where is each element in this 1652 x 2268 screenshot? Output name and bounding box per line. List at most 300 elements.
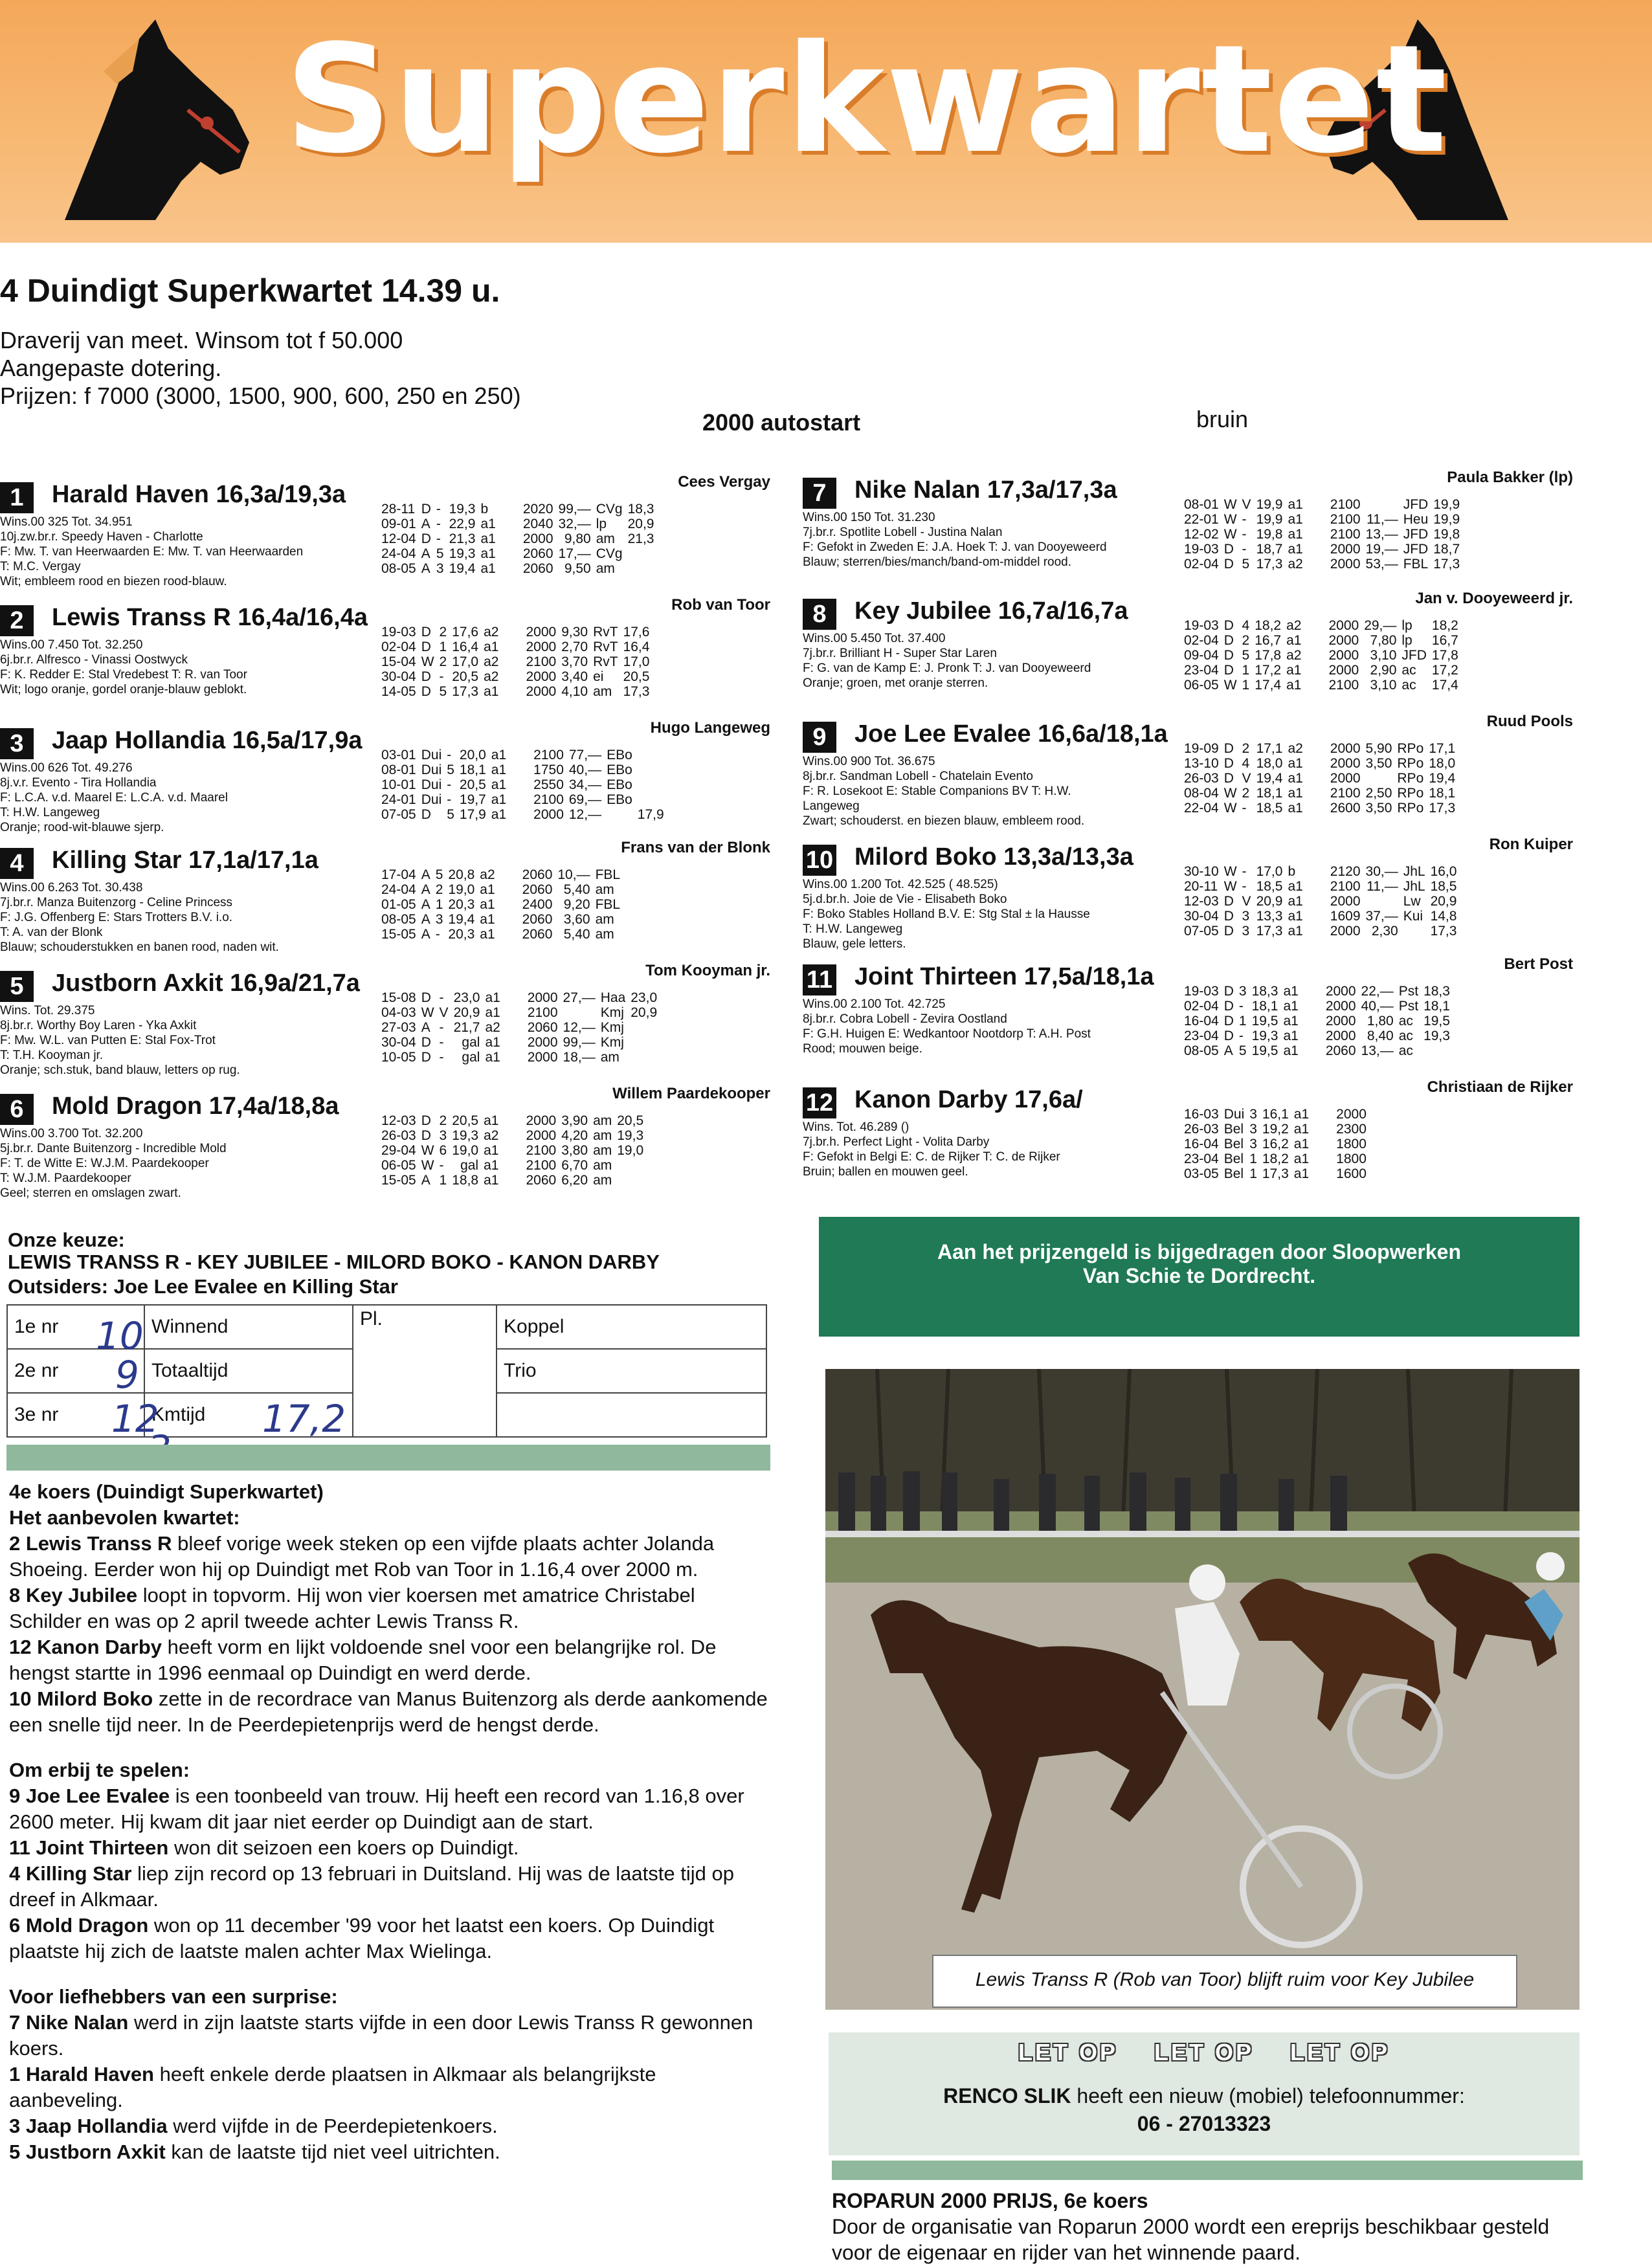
result-cell: 03-05 [1184,1166,1219,1181]
result-cell: - [436,502,441,517]
result-row [1181,557,1462,572]
result-cell: 2000 [1325,984,1356,999]
result-cell: 9,80 [564,531,591,546]
result-cell: 2000 [1328,633,1359,648]
result-cell: A [421,1173,430,1188]
result-cell: 24-01 [381,792,416,807]
result-cell: 2120 [1330,864,1361,879]
result-row [1181,497,1462,512]
result-cell: 3,10 [1370,648,1397,663]
horse-results [379,1113,646,1188]
result-cell: 2000 [1325,999,1356,1014]
result-cell: A [421,867,430,882]
roparun-notice [832,2188,1583,2265]
bet-label-3: 3e nr [7,1393,144,1437]
result-cell: am [593,1158,612,1173]
result-cell: 2000 [1325,1014,1356,1028]
result-cell: FBL [595,897,621,912]
result-cell: W [1223,527,1237,542]
article-sub-erbij: Om erbij te spelen: [9,1759,190,1781]
result-cell: 3 [1249,1122,1257,1137]
result-cell [1379,1151,1385,1166]
horse-detail-line: F: G. van de Kamp E: J. Pronk T: J. van Dooyeweerd [803,662,1091,675]
result-cell: 2 [439,654,447,669]
result-cell: 20,9 [453,1005,480,1020]
horse-detail-line: Wit; embleem rood en biezen rood-blauw. [0,575,227,588]
result-cell: 17,2 [1255,663,1282,678]
result-cell: am [596,561,615,576]
article-text: heeft vorm en lijkt voldoende snel voor een belangrijke rol. De hengst startte in 1996 eenmaal op Duindigt en werd derde. [9,1636,717,1684]
result-cell: CVg [596,502,623,517]
horse-entry [803,713,1573,835]
result-row [379,867,628,882]
result-row [1181,618,1461,633]
divider-bar [6,1445,770,1471]
result-row [379,807,667,822]
result-cell: 19,5 [1423,1014,1450,1028]
result-cell: 77,— [568,748,602,762]
result-cell [623,882,628,897]
result-cell: 19,3 [1423,1028,1450,1043]
result-cell: 2060 [522,546,553,561]
result-cell: 12,— [568,807,602,822]
horse-name: Milord Boko 13,3a/13,3a [854,843,1133,871]
result-cell: JhL [1403,864,1425,879]
horse-detail-line: 6j.br.r. Alfresco - Vinassi Oostwyck [0,653,188,667]
result-cell: - [439,1050,444,1065]
result-cell: 2 [1242,786,1250,801]
result-cell: 15-05 [381,927,416,942]
result-cell: 6,70 [561,1158,588,1173]
notice-box [829,2032,1579,2155]
result-row [379,1173,646,1188]
result-cell: ac [1401,663,1416,678]
result-cell: a1 [1293,1107,1310,1122]
result-cell: 3 [1249,1137,1257,1151]
result-cell: 19,3 [1251,1028,1278,1043]
result-cell: W [1223,879,1237,894]
result-cell: 2000 [526,625,557,639]
result-cell: am [595,912,614,927]
result-cell: a1 [485,1035,500,1050]
result-cell: 18,1 [1251,999,1278,1014]
result-cell: Lw [1403,894,1421,909]
horse-number: 11 [803,964,836,995]
result-cell: 17,3 [1429,801,1456,816]
result-cell: D [1223,924,1234,939]
result-cell: 1 [1249,1166,1257,1181]
result-cell: 19,7 [459,792,486,807]
result-cell: 2020 [522,502,553,517]
result-cell: RvT [593,625,618,639]
result-cell: a1 [1288,542,1303,557]
horse-detail-line: F: L.C.A. v.d. Maarel E: L.C.A. v.d. Maarel [0,791,228,805]
horse-details [0,761,375,835]
horse-detail-line: F: K. Redder E: Stal Vredebest T: R. van Toor [0,668,247,682]
result-cell: 20,5 [459,777,486,792]
result-cell: 18,3 [1423,984,1450,999]
result-row [379,990,660,1005]
result-cell: - [1242,512,1247,527]
result-cell: 4 [1242,618,1250,633]
result-cell: 09-04 [1184,648,1219,663]
result-cell: 2100 [526,654,557,669]
result-cell: 18,8 [452,1173,479,1188]
result-cell: 16,0 [1430,864,1457,879]
horse-detail-line: Oranje; sch.stuk, band blauw, letters op rug. [0,1063,240,1077]
result-cell: a1 [484,639,499,654]
result-cell: D [421,1050,431,1065]
result-cell: D [421,502,431,517]
result-cell: Haa [600,990,626,1005]
result-cell: 2000 [526,1113,557,1128]
result-row [1181,879,1459,894]
horse-trainer: Paula Bakker (lp) [1447,469,1573,486]
article-horse: 6 Mold Dragon [9,1914,149,1937]
result-cell: a1 [491,748,507,762]
result-cell: 18,2 [1262,1151,1289,1166]
horse-number: 12 [803,1087,836,1118]
result-row [379,502,656,517]
result-cell: 5 [1242,557,1250,572]
horse-number: 3 [0,728,34,759]
result-cell: 02-04 [1184,557,1219,572]
result-cell [623,912,628,927]
result-cell: 2060 [527,1020,558,1035]
result-cell: RPo [1397,756,1424,771]
result-cell [604,807,635,822]
result-cell: 2 [439,625,447,639]
result-cell: 1 [439,639,447,654]
result-cell: a2 [1286,618,1302,633]
result-cell: 19,9 [1433,497,1460,512]
horse-trainer: Hugo Langeweg [650,719,770,737]
horse-detail-line: Wins.00 325 Tot. 34.951 [0,515,133,529]
result-row [379,1113,646,1128]
horse-results [1181,741,1458,816]
article-sub-kwartet: Het aanbevolen kwartet: [9,1506,240,1529]
horse-detail-line: T: H.W. Langeweg [803,922,903,936]
result-cell: 06-05 [1184,678,1219,693]
result-cell: 2,50 [1365,786,1392,801]
result-cell: Dui [421,762,442,777]
result-cell: 20,9 [631,1005,658,1020]
result-cell: 16,7 [1431,633,1458,648]
result-cell: ac [1398,1043,1413,1058]
horse-name: Joint Thirteen 17,5a/18,1a [854,963,1154,990]
horse-detail-line: 8j.br.r. Worthy Boy Laren - Yka Axkit [0,1019,197,1032]
horse-entry [803,469,1573,591]
result-cell: D [1223,663,1234,678]
horse-detail-line: 7j.br.r. Brilliant H - Super Star Laren [803,647,997,660]
result-cell: 3 [436,561,444,576]
article-paragraph [9,1861,770,1913]
result-cell: a1 [1286,678,1302,693]
result-cell: 19-03 [1184,984,1219,999]
notice-line: heeft een nieuw (mobiel) telefoonnummer: [1071,2084,1465,2107]
result-cell: - [447,777,452,792]
result-cell: 3,10 [1370,678,1397,693]
result-cell: 2100 [533,748,564,762]
result-cell: 18,2 [1255,618,1282,633]
result-cell: 17,1 [1429,741,1456,756]
result-cell: - [1242,879,1247,894]
article-text: won dit seizoen een koers op Duindigt. [168,1836,519,1859]
horse-detail-line: Rood; mouwen beige. [803,1042,922,1056]
article-text: liep zijn record op 13 februari in Duitsland. Hij was de laatste tijd op dreef in Alkmaar. [9,1862,734,1911]
result-cell: a1 [1283,1028,1299,1043]
result-cell: 5 [1238,1043,1247,1058]
result-cell: Kmj [600,1005,624,1020]
horse-name: Harald Haven 16,3a/19,3a [52,481,346,508]
result-cell: 20,5 [452,1113,479,1128]
result-cell: 3,40 [561,669,588,684]
horse-detail-line: T: M.C. Vergay [0,560,81,573]
result-cell [1401,924,1428,939]
result-cell: 2100 [526,1158,557,1173]
race-start: 2000 autostart [702,409,861,436]
result-cell [1374,1122,1379,1137]
result-cell: JhL [1403,879,1425,894]
horse-number: 7 [803,478,836,509]
horse-trainer: Willem Paardekooper [612,1085,770,1102]
result-cell: 19,3 [449,546,476,561]
result-cell: 19,— [1365,542,1398,557]
result-cell: 19,4 [448,912,475,927]
result-cell: 3 [1249,1107,1257,1122]
horse-results [379,625,652,699]
article-text: werd vijfde in de Peerdepietenkoers. [167,2115,498,2137]
horse-results [1181,618,1461,693]
horse-head-left-icon [26,13,259,233]
result-row [379,654,652,669]
result-cell [1379,1166,1385,1181]
result-cell: 22,9 [449,517,476,531]
horse-name: Key Jubilee 16,7a/16,7a [854,597,1128,625]
horse-detail-line: T: W.J.M. Paardekooper [0,1172,131,1185]
result-cell [561,1005,598,1020]
result-cell: Dui [1223,1107,1245,1122]
result-cell: Bel [1223,1122,1244,1137]
result-cell: A [1223,1043,1233,1058]
result-cell: 18,3 [627,502,654,517]
handwritten-nr2: 9 [115,1353,139,1397]
horse-details [803,631,1178,691]
horse-detail-line: F: Gefokt in Belgi E: C. de Rijker T: C. de Rijker [803,1150,1060,1164]
result-cell: 10-01 [381,777,416,792]
result-cell: 19,5 [1251,1043,1278,1058]
result-cell [1374,1107,1379,1122]
result-cell: D [1223,618,1234,633]
result-cell: 2040 [522,517,553,531]
horse-details [803,1120,1178,1179]
horse-details [803,754,1178,828]
bet-label-pl: Pl. [353,1305,497,1437]
result-cell: 17,3 [1430,924,1457,939]
result-row [1181,512,1462,527]
result-cell: D [421,1128,431,1143]
horse-detail-line: F: Mw. W.L. van Putten E: Stal Fox-Trot [0,1034,216,1047]
result-cell: 18,5 [1256,879,1283,894]
horse-details [0,638,375,697]
result-cell: D [1223,999,1234,1014]
result-cell: a1 [1286,633,1302,648]
result-cell: 17,6 [452,625,479,639]
result-cell: V [1242,771,1251,786]
result-cell: 19,5 [1251,1014,1278,1028]
horse-entry [0,473,770,595]
result-cell: 2000 [1336,1107,1367,1122]
result-cell: D [421,1035,431,1050]
result-cell: ac [1401,678,1416,693]
result-cell [614,1158,646,1173]
result-cell: 5 [436,546,444,561]
result-cell: 2,70 [561,639,588,654]
result-cell: A [421,546,430,561]
result-cell: 19-03 [381,625,416,639]
result-cell: D [421,807,431,822]
result-cell: 27-03 [381,1020,416,1035]
horse-detail-line: Wins. Tot. 46.289 () [803,1120,910,1134]
horse-trainer: Bert Post [1504,955,1573,973]
result-cell: 19,8 [1256,527,1283,542]
result-cell: - [439,990,444,1005]
result-cell [635,748,667,762]
horse-detail-line: Oranje; groen, met oranje sterren. [803,676,988,690]
article-paragraph [9,1783,770,1835]
result-cell: 15-08 [381,990,416,1005]
result-cell [1374,1151,1379,1166]
result-row [379,1050,660,1065]
result-cell: 19,3 [452,1128,479,1143]
result-cell: 16-03 [1184,1107,1219,1122]
result-cell: am [595,927,614,942]
result-cell [623,867,628,882]
result-cell [1369,1166,1374,1181]
result-cell: 5 [1242,648,1250,663]
result-cell: a1 [1283,1043,1299,1058]
result-cell: 1 [439,1173,447,1188]
result-cell: 2000 [1330,542,1361,557]
result-cell: D [1223,1028,1234,1043]
result-cell: A [421,561,430,576]
result-cell: 29-04 [381,1143,416,1158]
result-row [1181,999,1453,1014]
result-cell [1369,1137,1374,1151]
horse-results [379,867,628,942]
result-cell: 2000 [1330,771,1361,786]
result-cell: 2 [1242,741,1250,756]
result-cell: W [1223,864,1237,879]
result-cell: 1 [1249,1151,1257,1166]
result-cell: - [1238,999,1244,1014]
result-cell: 13,3 [1256,909,1283,924]
result-cell [1363,894,1401,909]
horse-number: 8 [803,599,836,630]
result-cell: 16,2 [1262,1137,1289,1151]
result-cell: a1 [480,561,496,576]
result-cell: 2,30 [1371,924,1398,939]
result-cell: a2 [1288,557,1303,572]
result-cell: 30,— [1365,864,1398,879]
horse-trainer: Cees Vergay [678,473,770,491]
result-cell: 2060 [522,912,553,927]
horse-details [0,1003,375,1078]
result-row [1181,756,1458,771]
article-erbij-list [9,1783,770,1964]
result-cell: D [1223,542,1234,557]
result-cell: a1 [480,927,495,942]
result-cell: 08-05 [1184,1043,1219,1058]
horse-detail-line: Wins.00 3.700 Tot. 32.200 [0,1127,143,1140]
handwritten-nr3: 12 [111,1397,159,1441]
result-cell: 17,1 [1256,741,1283,756]
result-cell: a1 [484,684,499,699]
result-cell: am [593,1113,612,1128]
result-cell: 19,0 [617,1143,644,1158]
race-prizes: Prijzen: f 7000 (3000, 1500, 900, 600, 250 en 250) [0,383,521,409]
result-cell: 20,9 [1430,894,1457,909]
result-row [1181,1122,1385,1137]
result-cell: 2000 [526,1128,557,1143]
horse-detail-line: F: T. de Witte E: W.J.M. Paardekooper [0,1157,209,1170]
horse-detail-line: Wins. Tot. 29.375 [0,1004,95,1017]
result-cell: a1 [480,531,496,546]
result-cell: 18,1 [1423,999,1450,1014]
article-horse: 9 Joe Lee Evalee [9,1784,170,1807]
result-cell: 2100 [526,1143,557,1158]
article-horse: 2 Lewis Transs R [9,1532,172,1555]
result-cell: D [1223,648,1234,663]
result-cell: D [421,639,431,654]
result-cell: 2100 [533,792,564,807]
horse-details [803,510,1178,570]
horse-detail-line: 8j.br.r. Cobra Lobell - Zevira Oostland [803,1012,1007,1026]
result-cell: 17,0 [1256,864,1283,879]
notice-text [829,2084,1579,2108]
article-sub-surprise: Voor liefhebbers van een surprise: [9,1985,338,2008]
result-cell [1379,1107,1385,1122]
result-cell: EBo [607,792,632,807]
result-cell: 20,3 [448,927,475,942]
result-cell: JFD [1403,497,1429,512]
result-cell: 1800 [1336,1151,1367,1166]
result-cell: A [421,1020,430,1035]
result-cell: 18,5 [1430,879,1457,894]
result-cell: a1 [1293,1137,1310,1151]
result-row [1181,741,1458,756]
result-cell: am [595,882,614,897]
result-cell: 19-03 [1184,542,1219,557]
keuze-heading: Onze keuze: [8,1228,125,1251]
result-cell: 1600 [1336,1166,1367,1181]
result-cell: 18,1 [459,762,486,777]
result-cell: Bel [1223,1151,1244,1166]
result-cell: a1 [485,1005,500,1020]
result-cell: 18,5 [1256,801,1283,816]
result-row [379,517,656,531]
result-cell: 02-04 [1184,999,1219,1014]
horse-detail-line: 7j.br.h. Perfect Light - Volita Darby [803,1135,990,1149]
result-cell [623,927,628,942]
result-cell: 2060 [522,927,553,942]
result-cell: 2000 [527,1050,558,1065]
result-cell: W [421,1158,434,1173]
horse-detail-line: T: A. van der Blonk [0,926,103,939]
result-cell: W [421,1005,434,1020]
result-cell: lp [1401,618,1412,633]
result-row [1181,1028,1453,1043]
